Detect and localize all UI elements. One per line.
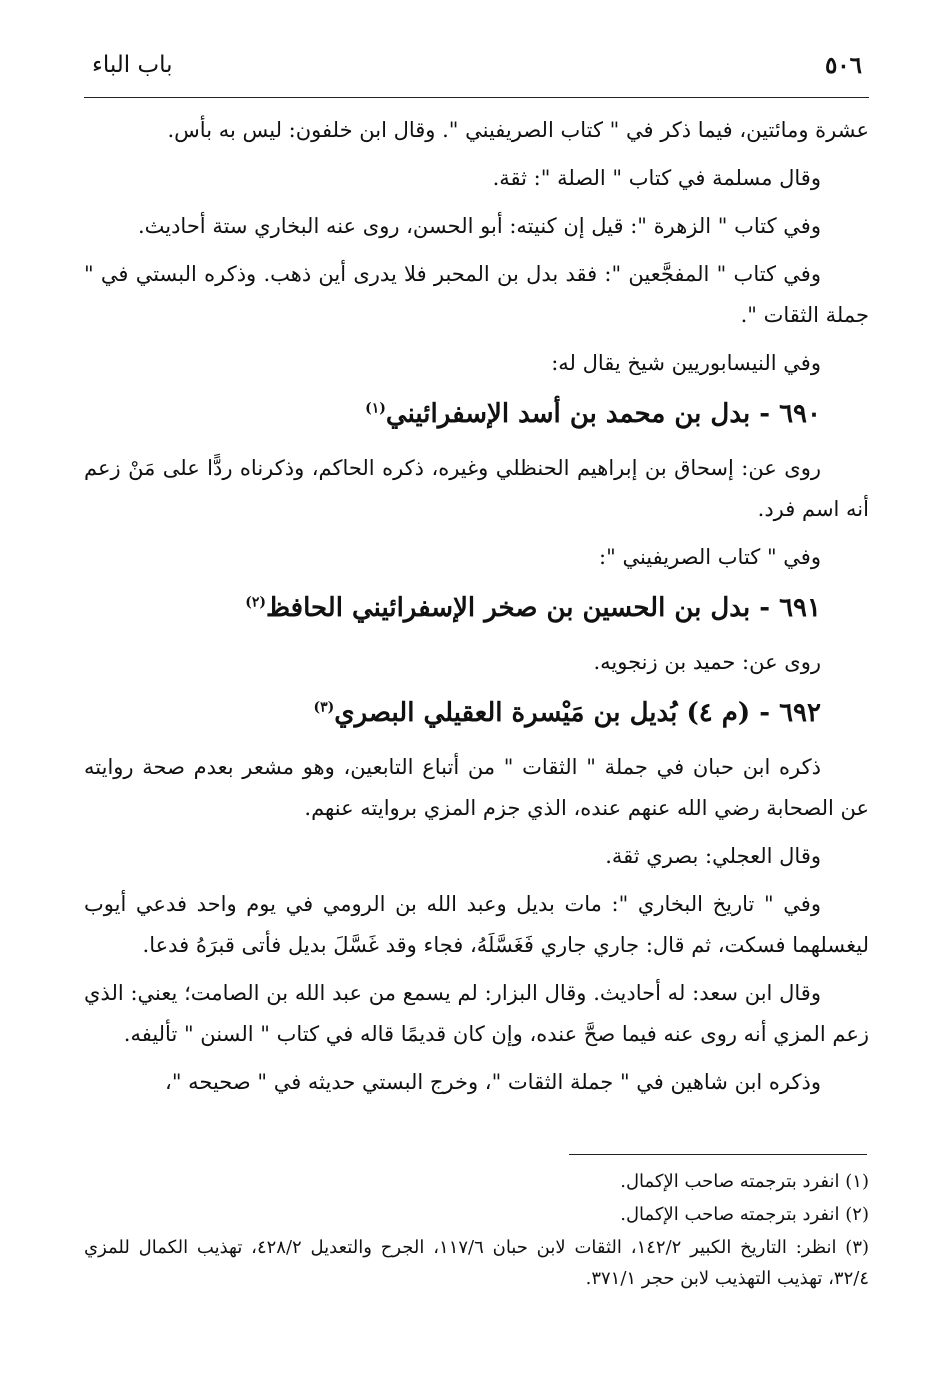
paragraph: وفي " تاريخ البخاري ": مات بديل وعبد الله بن الرومي في يوم واحد فدعي أيوب ليغسلهما فسكت، ثم قال: جاري جاري فَغَسَّلَهُ، فجاء وقد غَسَّلَ بديل فأتى قبرَهُ فدعا. (84, 892, 869, 957)
main-text (84, 110, 869, 1110)
header-divider (84, 97, 869, 98)
paragraph: وقال ابن سعد: له أحاديث. وقال البزار: لم يسمع من عبد الله بن الصامت؛ يعني: الذي زعم المزي أنه روى عنه فيما صحَّ عنده، وإن كان قديمًا قاله في كتاب " السنن " تأليفه. (84, 981, 869, 1046)
running-header (92, 52, 862, 92)
footnote-ref: (٢) (245, 594, 266, 611)
entry-heading-text: ٦٩١ - بدل بن الحسين بن صخر الإسفرائيني الحافظ (265, 593, 821, 623)
footnote-divider (569, 1154, 867, 1155)
footnote-ref: (٣) (313, 699, 335, 716)
footnote: (١) انفرد بترجمته صاحب الإكمال. (620, 1171, 869, 1192)
paragraph: وقال العجلي: بصري ثقة. (605, 844, 821, 868)
paragraph: وقال مسلمة في كتاب " الصلة ": ثقة. (492, 166, 821, 190)
paragraph: وفي كتاب " الزهرة ": قيل إن كنيته: أبو الحسن، روى عنه البخاري ستة أحاديث. (137, 214, 821, 238)
paragraph: روى عن: حميد بن زنجويه. (593, 650, 821, 674)
paragraph: عشرة ومائتين، فيما ذكر في " كتاب الصريفيني ". وقال ابن خلفون: ليس به بأس. (167, 118, 869, 142)
entry-heading-691 (84, 585, 869, 631)
chapter-title: باب الباء (92, 52, 173, 78)
paragraph: ذكره ابن حبان في جملة " الثقات " من أتباع التابعين، وهو مشعر بعدم صحة روايته عن الصحابة رضي الله عنهم عنده، الذي جزم المزي بروايته عنهم. (84, 755, 869, 820)
entry-heading-text: ٦٩٠ - بدل بن محمد بن أسد الإسفرائيني (385, 399, 821, 429)
footnote: (٢) انفرد بترجمته صاحب الإكمال. (620, 1204, 869, 1225)
paragraph: وذكره ابن شاهين في " جملة الثقات "، وخرج البستي حديثه في " صحيحه "، (165, 1070, 821, 1094)
paragraph: وفي النيسابوريين شيخ يقال له: (551, 351, 821, 375)
paragraph: روى عن: إسحاق بن إبراهيم الحنظلي وغيره، ذكره الحاكم، وذكرناه ردًّا على مَنْ زعم أنه اسم فرد. (84, 456, 869, 521)
footnote: (٣) انظر: التاريخ الكبير ١٤٢/٢، الثقات لابن حبان ١١٧/٦، الجرح والتعديل ٤٢٨/٢، تهذيب الكمال للمزي ٣٢/٤، تهذيب التهذيب لابن حجر ٣٧١/١. (84, 1237, 870, 1289)
paragraph: وفي " كتاب الصريفيني ": (599, 545, 821, 569)
paragraph: وفي كتاب " المفجَّعين ": فقد بدل بن المحبر فلا يدرى أين ذهب. وذكره البستي في " جملة الثقات ". (84, 262, 869, 327)
entry-heading-692 (84, 690, 869, 736)
footnotes (84, 1166, 869, 1296)
footnote-ref: (١) (365, 400, 386, 417)
page-number: ٥٠٦ (824, 52, 862, 79)
entry-heading-text: ٦٩٢ - (م ٤) بُديل بن مَيْسرة العقيلي البصري (334, 698, 821, 728)
entry-heading-690 (84, 391, 869, 437)
